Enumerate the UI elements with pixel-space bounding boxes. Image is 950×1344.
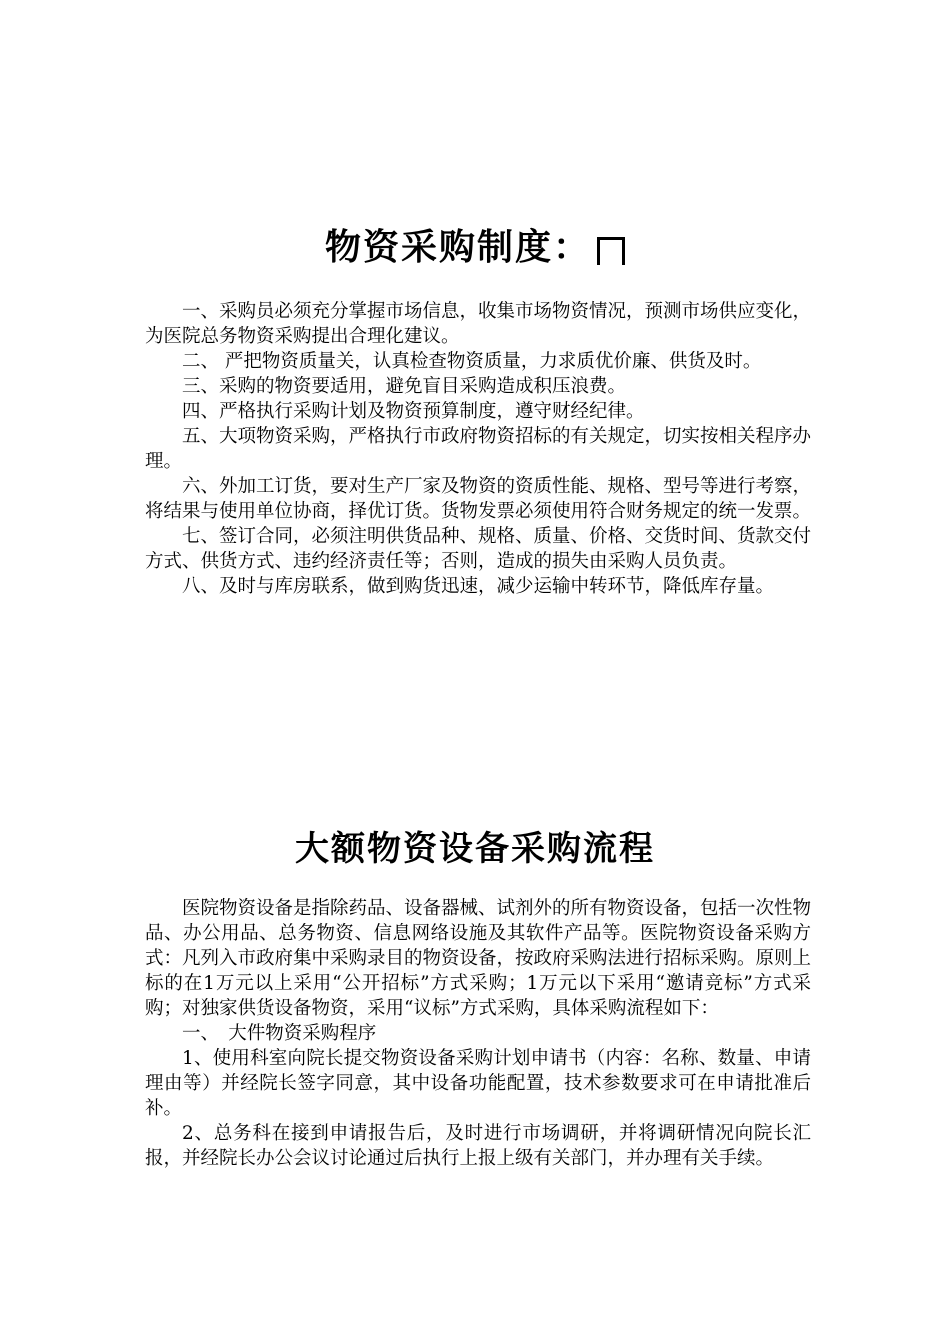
section1-title-text: 物资采购制度： — [324, 227, 591, 268]
section1-paragraph-1: 一、采购员必须充分掌握市场信息，收集市场物资情况，预测市场供应变化，为医院总务物资采购提出合理化建议。 — [145, 301, 812, 347]
section1-paragraph-8: 八、及时与库房联系，做到购货迅速，减少运输中转环节，降低库存量。 — [182, 576, 775, 597]
section2-body — [145, 896, 811, 1171]
section1-paragraph-7: 七、签订合同，必须注明供货品种、规格、质量、价格、交货时间、货款交付方式、供货方式、违约经济责任等；否则，造成的损失由采购人员负责。 — [145, 526, 812, 572]
section2-paragraph-3: 1、使用科室向院长提交物资设备采购计划申请书（内容：名称、数量、申请理由等）并经院长签字同意，其中设备功能配置，技术参数要求可在申请批准后补。 — [145, 1048, 811, 1119]
title-bracket-mark — [597, 237, 625, 265]
section2-paragraph-4: 2、总务科在接到申请报告后，及时进行市场调研，并将调研情况向院长汇报，并经院长办公会议讨论通过后执行上报上级有关部门，并办理有关手续。 — [145, 1123, 811, 1169]
section1-body — [145, 299, 811, 599]
section2-paragraph-2: 一、 大件物资采购程序 — [182, 1023, 377, 1044]
section1-paragraph-3: 三、采购的物资要适用，避免盲目采购造成积压浪费。 — [182, 376, 627, 397]
section1-paragraph-2: 二、 严把物资质量关，认真检查物资质量，力求质优价廉、供货及时。 — [182, 351, 762, 372]
section2-title: 大额物资设备采购流程 — [295, 829, 655, 869]
section1-paragraph-4: 四、严格执行采购计划及物资预算制度，遵守财经纪律。 — [182, 401, 645, 422]
section1-paragraph-5: 五、大项物资采购，严格执行市政府物资招标的有关规定，切实按相关程序办理。 — [145, 426, 812, 472]
section1-paragraph-6: 六、外加工订货，要对生产厂家及物资的资质性能、规格、型号等进行考察，将结果与使用单位协商，择优订货。货物发票必须使用符合财务规定的统一发票。 — [145, 476, 812, 522]
section2-paragraph-1: 医院物资设备是指除药品、设备器械、试剂外的所有物资设备，包括一次性物品、办公用品、总务物资、信息网络设施及其软件产品等。医院物资设备采购方式：凡列入市政府集中采购录目的物资设备，按政府采购法进行招标采购。原则上标的在1万元以上采用“公开招标”方式采购；1万元以下采用“邀请竞标”方式采购；对独家供货设备物资，采用“议标”方式采购，具体采购流程如下： — [145, 898, 812, 1019]
section1-title — [0, 222, 950, 274]
